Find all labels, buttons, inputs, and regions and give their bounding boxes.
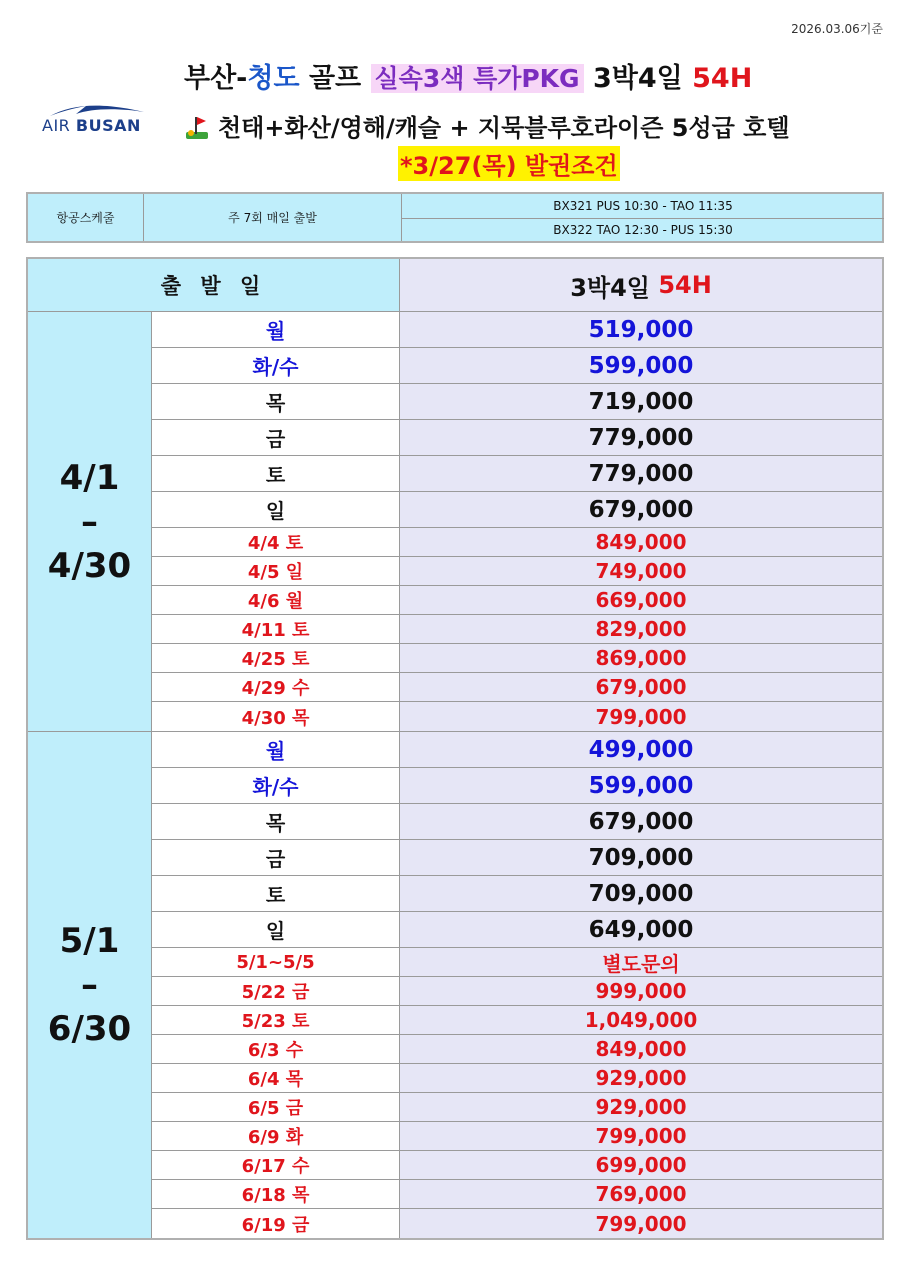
departure-day: 목 — [152, 804, 400, 839]
price-value: 1,049,000 — [400, 1006, 882, 1034]
title-hours: 54H — [692, 63, 753, 94]
departure-day: 금 — [152, 420, 400, 455]
departure-day: 월 — [152, 732, 400, 767]
table-row — [152, 1093, 882, 1122]
table-row — [152, 804, 882, 840]
flight-return: BX322 TAO 12:30 - PUS 15:30 — [553, 223, 733, 237]
departure-day: 5/23 토 — [152, 1006, 400, 1034]
table-row — [152, 1209, 882, 1238]
price-value: 869,000 — [400, 644, 882, 672]
title-package-badge: 실속3색 특가PKG — [371, 64, 584, 93]
table-row — [152, 732, 882, 768]
table-row — [152, 1035, 882, 1064]
period-range — [28, 732, 152, 1238]
price-value: 799,000 — [400, 1122, 882, 1150]
price-value: 929,000 — [400, 1064, 882, 1092]
departure-day: 토 — [152, 456, 400, 491]
reference-date: 2026.03.06기준 — [791, 22, 883, 36]
departure-day: 4/25 토 — [152, 644, 400, 672]
table-row — [152, 586, 882, 615]
price-value: 929,000 — [400, 1093, 882, 1121]
table-row — [152, 1122, 882, 1151]
flight-schedule-table — [26, 192, 884, 243]
departure-day: 일 — [152, 492, 400, 527]
price-value: 709,000 — [400, 876, 882, 911]
departure-day: 6/18 목 — [152, 1180, 400, 1208]
period-range-dash: – — [81, 501, 98, 542]
price-value: 829,000 — [400, 615, 882, 643]
price-value: 779,000 — [400, 420, 882, 455]
title-golf: 골프 — [299, 63, 371, 94]
table-row — [152, 977, 882, 1006]
table-row — [152, 1180, 882, 1209]
table-row — [152, 1006, 882, 1035]
price-value: 별도문의 — [400, 948, 882, 976]
departure-day: 4/4 토 — [152, 528, 400, 556]
departure-day: 6/9 화 — [152, 1122, 400, 1150]
price-value: 669,000 — [400, 586, 882, 614]
period-range-start: 5/1 — [59, 921, 120, 961]
courses-hotel-text: 천태+화산/영해/캐슬 + 지묵블루호라이즌 5성급 호텔 — [218, 114, 790, 142]
departure-day: 목 — [152, 384, 400, 419]
price-value: 699,000 — [400, 1151, 882, 1179]
golf-flag-icon — [184, 114, 210, 140]
title-line-2 — [184, 108, 790, 143]
departure-day: 월 — [152, 312, 400, 347]
price-value: 769,000 — [400, 1180, 882, 1208]
departure-day: 4/30 목 — [152, 702, 400, 731]
duration-header — [400, 259, 882, 311]
ticketing-condition: *3/27(목) 발권조건 — [398, 146, 620, 181]
price-value: 599,000 — [400, 348, 882, 383]
departure-day: 4/5 일 — [152, 557, 400, 585]
departure-day: 6/17 수 — [152, 1151, 400, 1179]
title-duration: 3박4일 — [583, 63, 693, 94]
price-value: 999,000 — [400, 977, 882, 1005]
flight-outbound: BX321 PUS 10:30 - TAO 11:35 — [402, 194, 884, 219]
table-row — [152, 615, 882, 644]
departure-day: 5/22 금 — [152, 977, 400, 1005]
period-range-end: 4/30 — [47, 545, 132, 586]
price-value: 749,000 — [400, 557, 882, 585]
departure-day: 화/수 — [152, 768, 400, 803]
price-value: 709,000 — [400, 840, 882, 875]
departure-day: 6/19 금 — [152, 1209, 400, 1238]
schedule-label: 항공스케줄 — [28, 194, 144, 241]
departure-day: 일 — [152, 912, 400, 947]
title-line-1 — [184, 56, 752, 95]
departure-day: 5/1~5/5 — [152, 948, 400, 976]
departure-day: 6/4 목 — [152, 1064, 400, 1092]
table-row — [152, 673, 882, 702]
table-row — [152, 876, 882, 912]
table-row — [152, 384, 882, 420]
table-row — [152, 557, 882, 586]
departure-day: 4/6 월 — [152, 586, 400, 614]
departure-day: 금 — [152, 840, 400, 875]
table-row — [152, 456, 882, 492]
table-row — [152, 840, 882, 876]
price-value: 679,000 — [400, 492, 882, 527]
table-row — [152, 912, 882, 948]
departure-day: 6/5 금 — [152, 1093, 400, 1121]
table-row — [152, 420, 882, 456]
table-row — [152, 702, 882, 731]
period-range-start: 4/1 — [59, 457, 120, 498]
price-value: 849,000 — [400, 1035, 882, 1063]
logo-text — [42, 116, 141, 135]
period-range — [28, 312, 152, 731]
title-origin: 부산- — [184, 63, 248, 94]
departure-day: 6/3 수 — [152, 1035, 400, 1063]
price-table — [26, 257, 884, 1240]
price-value: 679,000 — [400, 673, 882, 701]
departure-day: 4/11 토 — [152, 615, 400, 643]
table-row — [152, 348, 882, 384]
table-row — [152, 1151, 882, 1180]
logo-text-busan: BUSAN — [75, 116, 141, 135]
table-row — [152, 948, 882, 977]
price-value: 779,000 — [400, 456, 882, 491]
table-row — [152, 768, 882, 804]
period-rows — [152, 312, 882, 731]
period-rows — [152, 732, 882, 1238]
price-sections — [28, 312, 882, 1238]
price-value: 519,000 — [400, 312, 882, 347]
departure-day: 4/29 수 — [152, 673, 400, 701]
period-section — [28, 732, 882, 1238]
price-value: 719,000 — [400, 384, 882, 419]
price-value: 649,000 — [400, 912, 882, 947]
table-row — [152, 528, 882, 557]
period-range-dash: – — [81, 965, 98, 1005]
air-busan-logo — [42, 100, 152, 140]
schedule-frequency: 주 7회 매일 출발 — [144, 194, 402, 241]
table-row — [152, 492, 882, 528]
period-range-end: 6/30 — [47, 1009, 132, 1049]
departure-header: 출 발 일 — [28, 259, 400, 311]
table-row — [152, 312, 882, 348]
table-row — [152, 644, 882, 673]
duration-header-hours: 54H — [658, 271, 712, 299]
duration-header-text: 3박4일 — [570, 273, 659, 302]
price-value: 799,000 — [400, 1209, 882, 1238]
departure-day: 화/수 — [152, 348, 400, 383]
departure-day: 토 — [152, 876, 400, 911]
price-table-header — [28, 259, 882, 312]
price-value: 849,000 — [400, 528, 882, 556]
price-value: 599,000 — [400, 768, 882, 803]
title-city: 청도 — [247, 63, 300, 94]
table-row — [152, 1064, 882, 1093]
logo-text-air: AIR — [42, 116, 71, 135]
period-section — [28, 312, 882, 732]
price-value: 679,000 — [400, 804, 882, 839]
price-value: 499,000 — [400, 732, 882, 767]
price-value: 799,000 — [400, 702, 882, 731]
